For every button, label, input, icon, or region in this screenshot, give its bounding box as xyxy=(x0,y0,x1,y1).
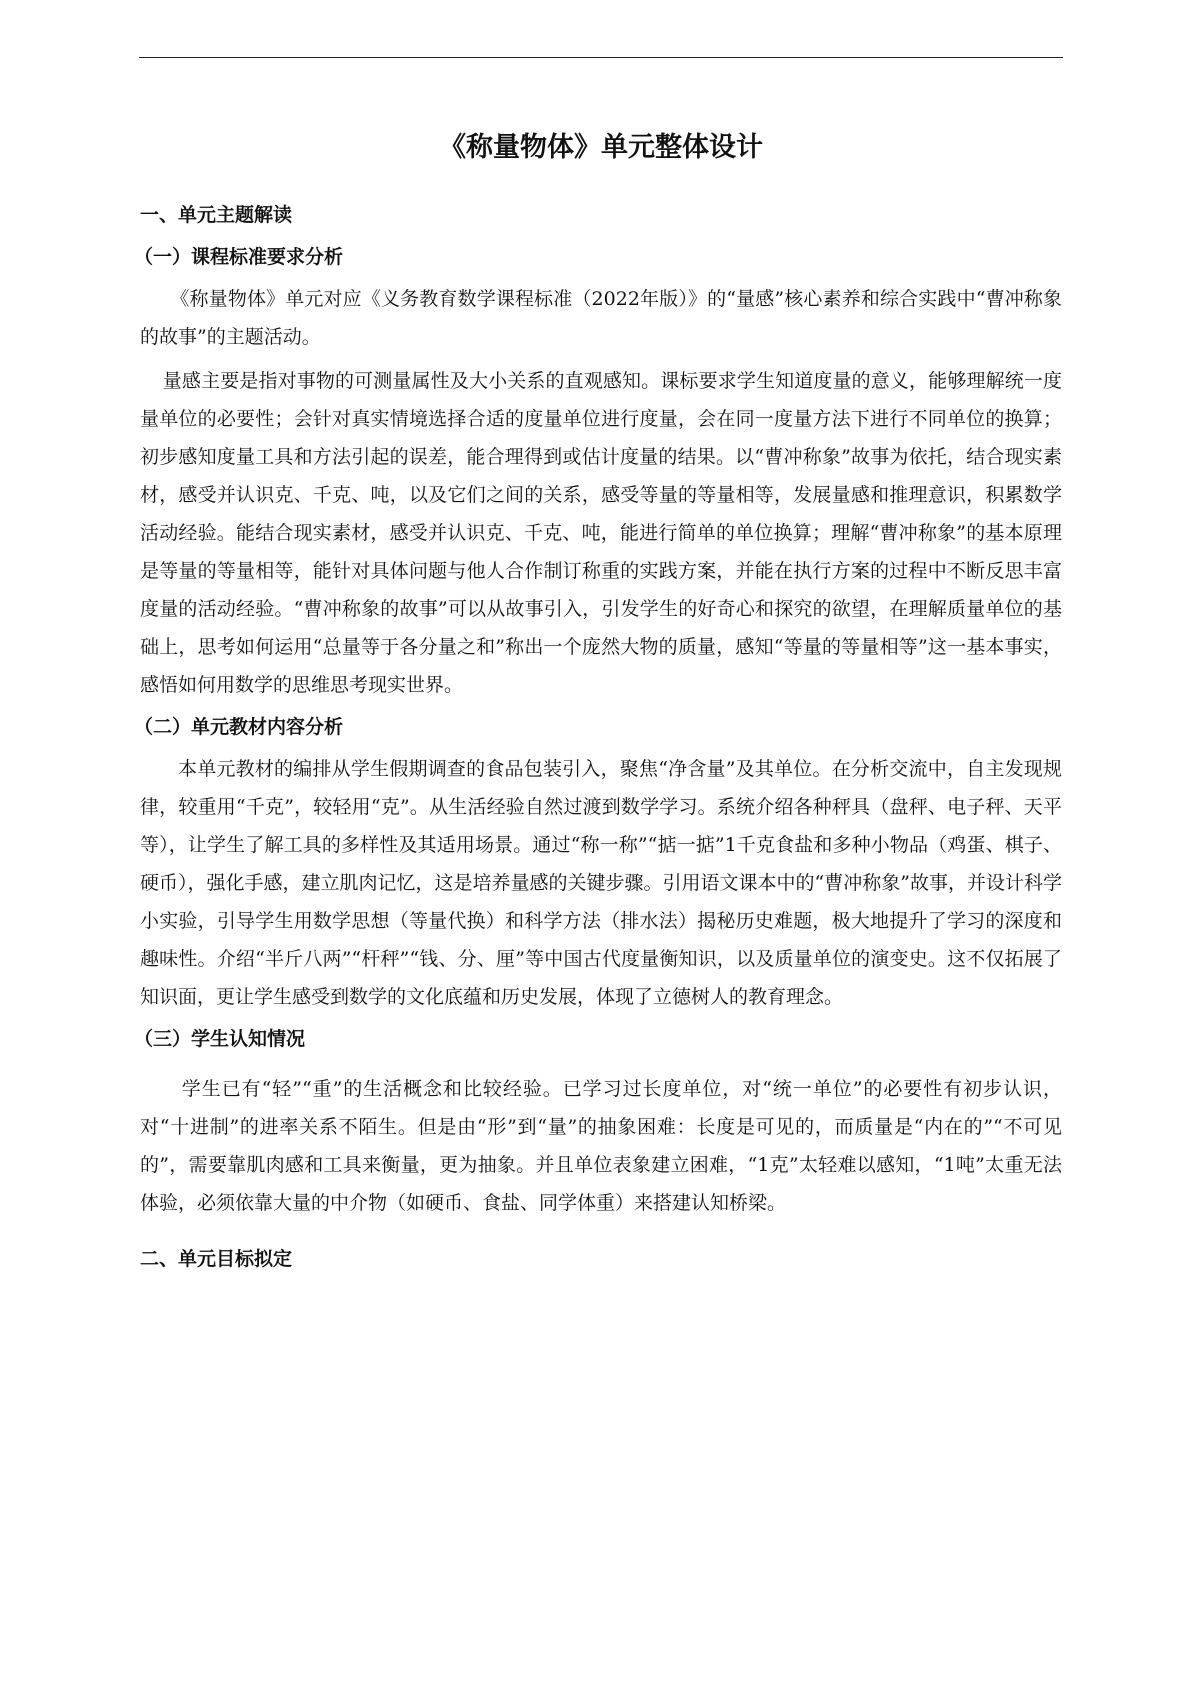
section-heading-2: 二、单元目标拟定 xyxy=(140,1248,293,1270)
paragraph-standards-intro: 《称量物体》单元对应《义务教育数学课程标准（2022年版）》的“量感”核心素养和综合实践中“曹冲称象的故事”的主题活动。 xyxy=(140,288,1062,348)
subsection-heading-1: （一）课程标准要求分析 xyxy=(134,246,344,268)
paragraph-student-cognition: 学生已有“轻”“重”的生活概念和比较经验。已学习过长度单位，对“统一单位”的必要性有初步认识，对“十进制”的进率关系不陌生。但是由“形”到“量”的抽象困难：长度是可见的，而质量是“内在的”“不可见的”，需要靠肌肉感和工具来衡量，更为抽象。并且单位表象建立困难，“1克”太轻难以感知，“1吨”太重无法体验，必须依靠大量的中介物（如硬币、食盐、同学体重）来搭建认知桥梁。 xyxy=(140,1078,1062,1214)
subsection-heading-3: （三）学生认知情况 xyxy=(134,1028,306,1050)
paragraph-textbook-analysis: 本单元教材的编排从学生假期调查的食品包装引入，聚焦“净含量”及其单位。在分析交流中，自主发现规律，较重用“千克”，较轻用“克”。从生活经验自然过渡到数学学习。系统介绍各种秤具（盘秤、电子秤、天平等），让学生了解工具的多样性及其适用场景。通过“称一称”“掂一掂”1千克食盐和多种小物品（鸡蛋、棋子、硬币），强化手感，建立肌肉记忆，这是培养量感的关键步骤。引用语文课本中的“曹冲称象”故事，并设计科学小实验，引导学生用数学思想（等量代换）和科学方法（排水法）揭秘历史难题，极大地提升了学习的深度和趣味性。介绍“半斤八两”“杆秤”“钱、分、厘”等中国古代度量衡知识，以及质量单位的演变史。这不仅拓展了知识面，更让学生感受到数学的文化底蕴和历史发展，体现了立德树人的教育理念。 xyxy=(140,758,1062,1008)
section-heading-1: 一、单元主题解读 xyxy=(140,204,293,226)
header-rule xyxy=(139,57,1063,58)
document-title: 《称量物体》单元整体设计 xyxy=(439,132,763,163)
subsection-heading-2: （二）单元教材内容分析 xyxy=(134,716,344,738)
document-body xyxy=(134,118,1062,1284)
paragraph-quantity-sense: 量感主要是指对事物的可测量属性及大小关系的直观感知。课标要求学生知道度量的意义，能够理解统一度量单位的必要性；会针对真实情境选择合适的度量单位进行度量，会在同一度量方法下进行不同单位的换算；初步感知度量工具和方法引起的误差，能合理得到或估计度量的结果。以“曹冲称象”故事为依托，结合现实素材，感受并认识克、千克、吨，以及它们之间的关系，感受等量的等量相等，发展量感和推理意识，积累数学活动经验。能结合现实素材，感受并认识克、千克、吨，能进行简单的单位换算；理解“曹冲称象”的基本原理是等量的等量相等，能针对具体问题与他人合作制订称重的实践方案，并能在执行方案的过程中不断反思丰富度量的活动经验。“曹冲称象的故事”可以从故事引入，引发学生的好奇心和探究的欲望，在理解质量单位的基础上，思考如何运用“总量等于各分量之和”称出一个庞然大物的质量，感知“等量的等量相等”这一基本事实，感悟如何用数学的思维思考现实世界。 xyxy=(140,370,1062,696)
